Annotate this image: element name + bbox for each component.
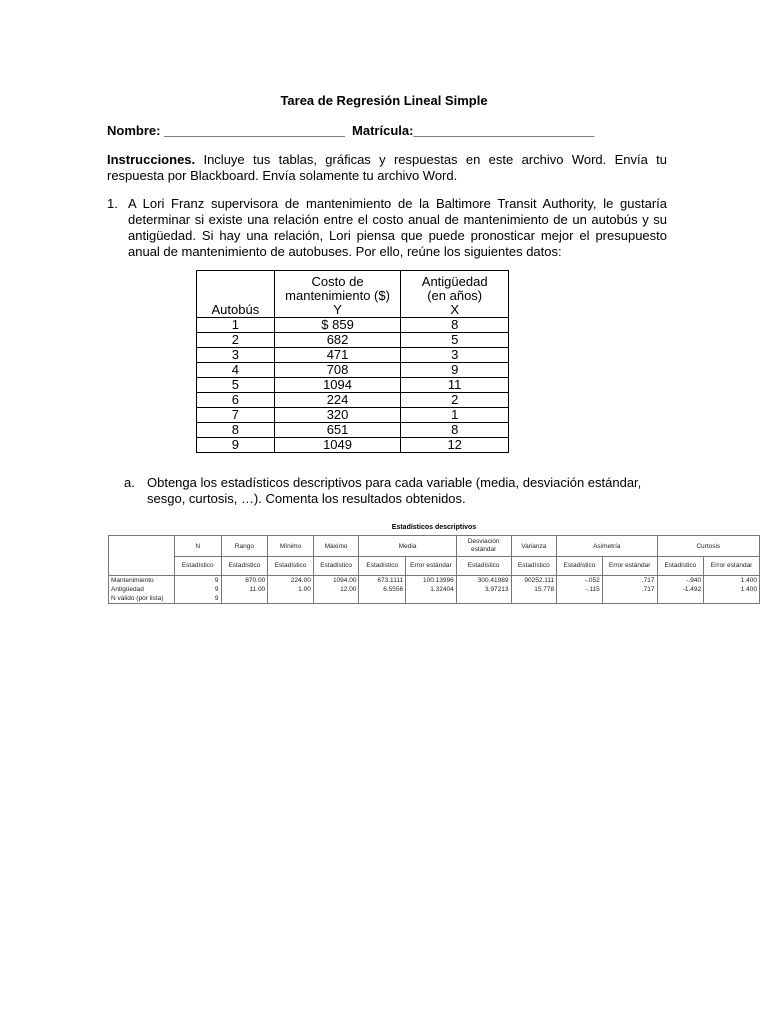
descriptive-stats-table — [108, 535, 760, 604]
stats-subheader: Error estándar — [602, 557, 657, 576]
data-table-cell: 1094 — [274, 378, 401, 393]
stats-cell: 11.00 — [221, 585, 268, 594]
header-costo: Costo de mantenimiento ($) Y — [274, 271, 401, 318]
instructions-text: Incluye tus tablas, gráficas y respuestas en este archivo Word. Envía tu respuesta por Blackboard. Envía solamente tu archivo Word. — [107, 152, 667, 183]
data-table-cell: 224 — [274, 393, 401, 408]
data-table-cell: 9 — [197, 438, 275, 453]
stats-subheader: Estadístico — [221, 557, 268, 576]
stats-cell — [657, 594, 704, 604]
stats-cell: -.940 — [657, 576, 704, 586]
data-table-cell: 1 — [401, 408, 509, 423]
data-table-cell: 1049 — [274, 438, 401, 453]
stats-cell — [511, 594, 557, 604]
stats-cell: 1094.00 — [313, 576, 359, 586]
instructions — [107, 152, 667, 184]
data-table-cell: 11 — [401, 378, 509, 393]
stats-cell: 224.00 — [268, 576, 314, 586]
stats-cell: -.052 — [557, 576, 603, 586]
stats-cell: 1.400 — [704, 585, 760, 594]
stats-cell: 9 — [174, 594, 221, 604]
data-table-cell: 8 — [401, 423, 509, 438]
data-table-row — [197, 423, 509, 438]
stats-row — [109, 585, 760, 594]
data-table-row — [197, 333, 509, 348]
stats-cell: 9 — [174, 585, 221, 594]
question-a-number: a. — [124, 475, 135, 490]
data-table-cell: 3 — [401, 348, 509, 363]
stats-subheader: Estadístico — [268, 557, 314, 576]
stats-group-header-row — [109, 536, 760, 557]
question-a-text: Obtenga los estadísticos descriptivos para cada variable (media, desviación estándar, sesgo, curtosis, …). Comenta los resultados obtenidos. — [147, 475, 642, 506]
stats-cell — [704, 594, 760, 604]
stats-subheader: Estadístico — [657, 557, 704, 576]
stats-cell: 1.00 — [268, 585, 314, 594]
group-varianza: Varianza — [511, 536, 557, 557]
stats-cell — [313, 594, 359, 604]
group-curtosis: Curtosis — [657, 536, 759, 557]
data-table-row — [197, 393, 509, 408]
header-autobus: Autobús — [197, 271, 275, 318]
group-n: N — [174, 536, 221, 557]
document-title: Tarea de Regresión Lineal Simple — [280, 93, 488, 108]
stats-cell: 870.00 — [221, 576, 268, 586]
stats-cell: 673.1111 — [359, 576, 406, 586]
data-table-cell: 2 — [197, 333, 275, 348]
data-table-cell: 5 — [401, 333, 509, 348]
group-minimo: Mínimo — [268, 536, 314, 557]
stats-subheader: Estadístico — [174, 557, 221, 576]
data-table-cell: 4 — [197, 363, 275, 378]
stats-cell — [221, 594, 268, 604]
group-media: Media — [359, 536, 456, 557]
header-antiguedad: Antigüedad (en años) X — [401, 271, 509, 318]
data-table-cell: $ 859 — [274, 318, 401, 333]
stats-row — [109, 576, 760, 586]
data-table-row — [197, 348, 509, 363]
stats-cell: 12.00 — [313, 585, 359, 594]
group-maximo: Máximo — [313, 536, 359, 557]
data-table-cell: 8 — [401, 318, 509, 333]
stats-cell — [359, 594, 406, 604]
data-table-cell: 651 — [274, 423, 401, 438]
data-table-cell: 708 — [274, 363, 401, 378]
stats-cell: 1.400 — [704, 576, 760, 586]
data-table-cell: 320 — [274, 408, 401, 423]
stats-cell: 3.97213 — [456, 585, 511, 594]
stats-cell: 300.41989 — [456, 576, 511, 586]
stats-row-label: Mantenimiento — [109, 576, 175, 586]
group-desviacion: Desviación estándar — [456, 536, 511, 557]
stats-cell: 90252.111 — [511, 576, 557, 586]
stats-cell: -1.492 — [657, 585, 704, 594]
data-table-cell: 7 — [197, 408, 275, 423]
data-table-cell: 9 — [401, 363, 509, 378]
stats-subheader: Estadístico — [456, 557, 511, 576]
stats-subheader: Error estándar — [704, 557, 760, 576]
stats-cell — [557, 594, 603, 604]
stats-subheader-row — [109, 557, 760, 576]
stats-cell: 100.13996 — [406, 576, 457, 586]
stats-subheader: Error estándar — [406, 557, 457, 576]
stats-cell: 15.778 — [511, 585, 557, 594]
data-table-cell: 682 — [274, 333, 401, 348]
stats-row-label: Antigüedad — [109, 585, 175, 594]
bus-data-table — [196, 270, 509, 453]
question-a — [124, 475, 667, 507]
data-table-cell: 1 — [197, 318, 275, 333]
stats-cell: -.115 — [557, 585, 603, 594]
data-table-row — [197, 363, 509, 378]
stats-cell: .717 — [602, 585, 657, 594]
stats-cell — [456, 594, 511, 604]
question-1 — [107, 196, 667, 260]
data-table-cell: 12 — [401, 438, 509, 453]
instructions-label: Instrucciones. — [107, 152, 196, 167]
stats-cell — [406, 594, 457, 604]
stats-cell: 1.32404 — [406, 585, 457, 594]
nombre-matricula-line: Nombre: _________________________ Matrícula:_________________________ — [107, 123, 595, 138]
data-table-cell: 8 — [197, 423, 275, 438]
data-table-cell: 5 — [197, 378, 275, 393]
stats-cell — [268, 594, 314, 604]
question-1-text: A Lori Franz supervisora de mantenimiento de la Baltimore Transit Authority, le gustaría determinar si existe una relación entre el costo anual de mantenimiento de un autobús y su antigüedad. Si hay una relación, Lori piensa que puede pronosticar mejor el presupuesto anual de mantenimiento de autobuses. Por ello, reúne los siguientes datos: — [128, 196, 667, 259]
group-rango: Rango — [221, 536, 268, 557]
stats-row — [109, 594, 760, 604]
stats-subheader: Estadístico — [511, 557, 557, 576]
group-asimetria: Asimetría — [557, 536, 657, 557]
data-table-row — [197, 438, 509, 453]
stats-cell: 9 — [174, 576, 221, 586]
stats-cell: 6.5556 — [359, 585, 406, 594]
data-table-row — [197, 408, 509, 423]
data-table-row — [197, 318, 509, 333]
data-table-cell: 6 — [197, 393, 275, 408]
stats-cell — [602, 594, 657, 604]
data-table-cell: 3 — [197, 348, 275, 363]
stats-row-label: N válido (por lista) — [109, 594, 175, 604]
data-table-row — [197, 378, 509, 393]
data-table-header-row — [197, 271, 509, 318]
stats-corner-cell — [109, 536, 175, 576]
stats-subheader: Estadístico — [359, 557, 406, 576]
question-1-number: 1. — [107, 196, 118, 211]
data-table-cell: 471 — [274, 348, 401, 363]
stats-subheader: Estadístico — [313, 557, 359, 576]
data-table-cell: 2 — [401, 393, 509, 408]
stats-subheader: Estadístico — [557, 557, 603, 576]
stats-table-title: Estadísticos descriptivos — [391, 524, 477, 531]
stats-cell: .717 — [602, 576, 657, 586]
